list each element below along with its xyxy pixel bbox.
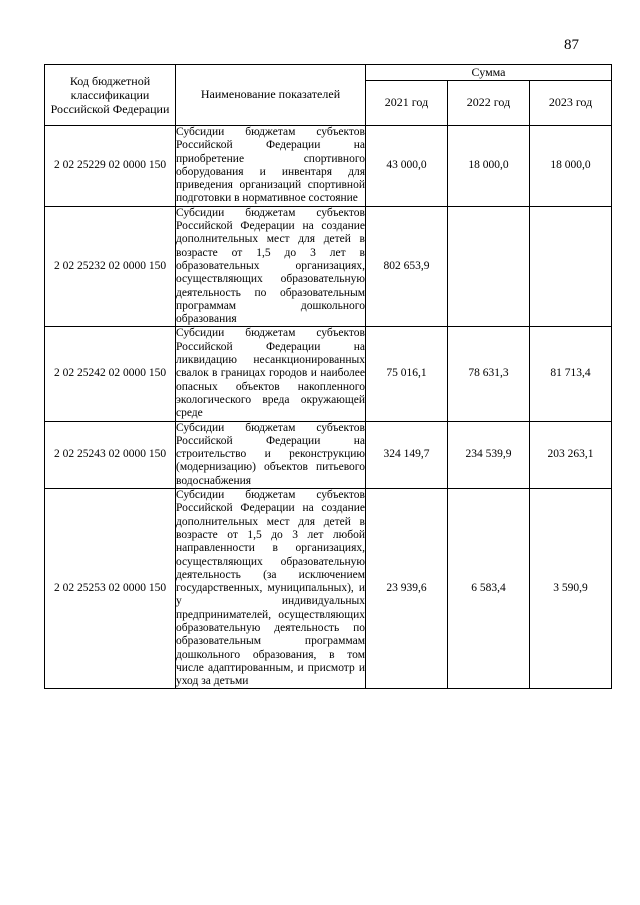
- indicator-name-cell: Субсидии бюджетам субъектов Российской Федерации на строительство и реконструкцию (модернизацию) объектов питьевого водоснабжения: [176, 421, 365, 487]
- header-sum: Сумма: [366, 65, 612, 81]
- header-year-2021: 2021 год: [366, 81, 448, 126]
- amount-2022-cell: 18 000,0: [448, 126, 530, 207]
- amount-2021-cell: 802 653,9: [366, 206, 448, 327]
- amount-2023-cell: [530, 206, 612, 327]
- amount-2022-cell: 234 539,9: [448, 421, 530, 488]
- amount-2021-cell: 23 939,6: [366, 489, 448, 689]
- table-row: [45, 421, 612, 488]
- budget-code-cell: 2 02 25229 02 0000 150: [45, 126, 176, 207]
- header-indicator-name: Наименование показателей: [176, 65, 366, 126]
- budget-code-cell: 2 02 25243 02 0000 150: [45, 421, 176, 488]
- indicator-name-cell: Субсидии бюджетам субъектов Российской Федерации на ликвидацию несанкционированных свалок в границах городов и наиболее опасных объектов накопленного экологического вреда окружающей среде: [176, 327, 365, 420]
- indicator-name-cell: Субсидии бюджетам субъектов Российской Федерации на создание дополнительных мест для детей в возрасте от 1,5 до 3 лет в образовательных организациях, осуществляющих образовательную деятельность по образовательным программам дошкольного образования: [176, 206, 365, 326]
- table-row: [45, 206, 612, 327]
- header-year-2023: 2023 год: [530, 81, 612, 126]
- budget-table: [44, 64, 612, 689]
- table-row: [45, 489, 612, 689]
- amount-2023-cell: 81 713,4: [530, 327, 612, 421]
- header-year-2022: 2022 год: [448, 81, 530, 126]
- amount-2023-cell: 203 263,1: [530, 421, 612, 488]
- budget-code-cell: 2 02 25253 02 0000 150: [45, 489, 176, 689]
- amount-2022-cell: 6 583,4: [448, 489, 530, 689]
- indicator-name-cell: Субсидии бюджетам субъектов Российской Федерации на приобретение спортивного оборудования и инвентаря для приведения организаций спортивной подготовки в нормативное состояние: [176, 126, 365, 205]
- amount-2021-cell: 75 016,1: [366, 327, 448, 421]
- amount-2023-cell: 3 590,9: [530, 489, 612, 689]
- budget-code-cell: 2 02 25232 02 0000 150: [45, 206, 176, 327]
- header-budget-code: Код бюджетной классификации Российской Федерации: [45, 65, 176, 126]
- table-row: [45, 126, 612, 207]
- table-row: [45, 327, 612, 421]
- amount-2021-cell: 43 000,0: [366, 126, 448, 207]
- indicator-name-cell: Субсидии бюджетам субъектов Российской Федерации на создание дополнительных мест для детей в возрасте от 1,5 до 3 лет любой направленности в организациях, осуществляющих образовательную деятельность (за исключением государственных, муниципальных), и у индивидуальных предпринимателей, осуществляющих образовательную деятельность по образовательным программам дошкольного образования, в том числе адаптированным, и присмотр и уход за детьми: [176, 489, 365, 688]
- amount-2023-cell: 18 000,0: [530, 126, 612, 207]
- budget-code-cell: 2 02 25242 02 0000 150: [45, 327, 176, 421]
- amount-2021-cell: 324 149,7: [366, 421, 448, 488]
- amount-2022-cell: 78 631,3: [448, 327, 530, 421]
- page-number: 87: [564, 37, 579, 53]
- amount-2022-cell: [448, 206, 530, 327]
